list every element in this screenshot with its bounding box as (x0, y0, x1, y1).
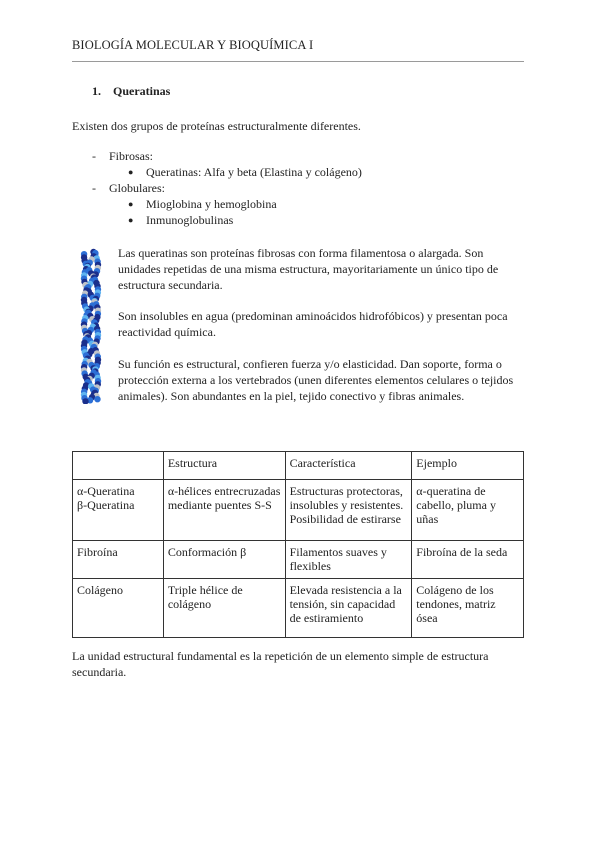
list-item-globulares (92, 181, 165, 196)
table-header-cell: Característica (285, 452, 412, 480)
paragraph-description: Las queratinas son proteínas fibrosas con forma filamentosa o alargada. Son unidades repetidas de una misma estructura, mayoritariamente un único tipo de estructura secundaria. (118, 246, 499, 292)
section-heading (92, 84, 170, 99)
table-cell: Conformación β (163, 541, 285, 579)
table-cell: Fibroína de la seda (412, 541, 524, 579)
table-cell: Colágeno de los tendones, matriz ósea (412, 579, 524, 638)
bullet-icon: ● (128, 167, 134, 177)
keratin-helix-image (76, 248, 106, 404)
dash-marker: - (92, 149, 96, 163)
table-cell: α-hélices entrecruzadas mediante puentes S-S (163, 480, 285, 541)
table-row (73, 541, 524, 579)
table-header-row (73, 452, 524, 480)
paragraph-function: Su función es estructural, confieren fuerza y/o elasticidad. Dan soporte, forma o protección externa a los vertebrados (unen diferentes elementos celulares o tejidos animales). Son abundantes en la piel, tejido conectivo y fibras animales. (118, 357, 514, 403)
table-header-cell: Estructura (163, 452, 285, 480)
page-header: BIOLOGÍA MOLECULAR Y BIOQUÍMICA I (72, 38, 314, 52)
section-number: 1. (92, 84, 101, 98)
helix-atom (94, 396, 100, 402)
table-header-cell (73, 452, 164, 480)
table-cell: Triple hélice de colágeno (163, 579, 285, 638)
sub-list-item (128, 213, 233, 228)
table-header-cell: Ejemplo (412, 452, 524, 480)
table-row (73, 480, 524, 541)
table-cell: Fibroína (73, 541, 164, 579)
list-label: Globulares: (109, 181, 165, 195)
intro-paragraph: Existen dos grupos de proteínas estructuralmente diferentes. (72, 119, 361, 133)
cell-text: α-Queratina (77, 484, 135, 498)
list-item-fibrosas (92, 149, 153, 164)
bullet-icon: ● (128, 199, 134, 209)
table-cell: Colágeno (73, 579, 164, 638)
table-cell: α-queratina de cabello, pluma y uñas (412, 480, 524, 541)
sub-list-item (128, 165, 362, 180)
sub-list-label: Queratinas: Alfa y beta (Elastina y colágeno) (146, 165, 362, 179)
conclusion-paragraph: La unidad estructural fundamental es la repetición de un elemento simple de estructura secundaria. (72, 649, 489, 679)
table-cell (73, 480, 164, 541)
sub-list-item (128, 197, 277, 212)
list-label: Fibrosas: (109, 149, 154, 163)
table-row (73, 579, 524, 638)
sub-list-label: Inmunoglobulinas (146, 213, 234, 227)
header-divider (72, 61, 524, 62)
keratin-table (72, 451, 524, 638)
sub-list-label: Mioglobina y hemoglobina (146, 197, 277, 211)
table-cell: Estructuras protectoras, insolubles y resistentes. Posibilidad de estirarse (285, 480, 412, 541)
bullet-icon: ● (128, 215, 134, 225)
table-cell: Elevada resistencia a la tensión, sin capacidad de estiramiento (285, 579, 412, 638)
paragraph-solubility: Son insolubles en agua (predominan aminoácidos hidrofóbicos) y presentan poca reactividad química. (118, 309, 508, 339)
section-title: Queratinas (113, 84, 171, 98)
cell-text: β-Queratina (77, 498, 135, 512)
table-cell: Filamentos suaves y flexibles (285, 541, 412, 579)
dash-marker: - (92, 181, 96, 195)
